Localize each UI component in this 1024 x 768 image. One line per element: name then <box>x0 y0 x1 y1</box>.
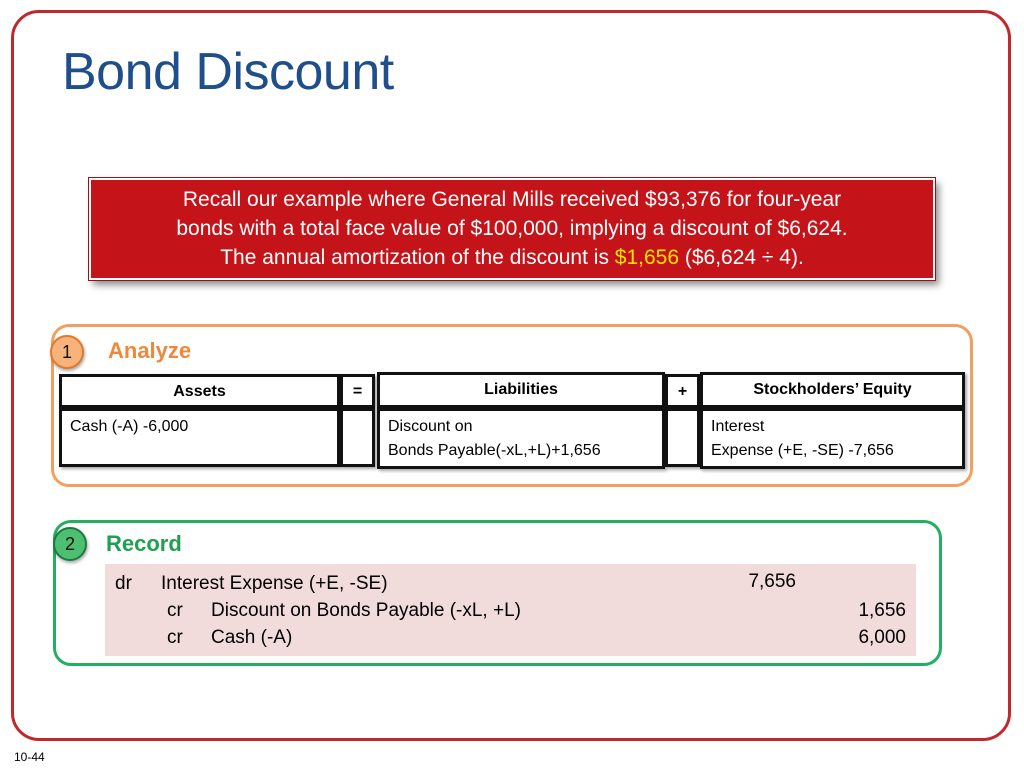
callout-line-3 <box>91 243 933 272</box>
equity-entry-line-1: Interest <box>711 418 765 435</box>
liabilities-header: Liabilities <box>377 372 665 408</box>
equity-entry-line-2: Expense (+E, -SE) -7,656 <box>711 442 894 459</box>
callout-line-3-prefix: The annual amortization of the discount is <box>220 246 615 269</box>
journal-account: Interest Expense (+E, -SE) <box>161 573 388 594</box>
equity-entry <box>700 408 965 469</box>
assets-entry: Cash (-A) -6,000 <box>59 408 340 467</box>
journal-credit: 6,000 <box>858 627 906 648</box>
journal-type: cr <box>167 600 183 621</box>
callout-line-2: bonds with a total face value of $100,000, implying a discount of $6,624. <box>176 217 848 240</box>
journal-account: Discount on Bonds Payable (-xL, +L) <box>211 600 521 621</box>
plus-sign: + <box>665 374 700 408</box>
assets-header: Assets <box>59 374 340 408</box>
journal-account: Cash (-A) <box>211 627 293 648</box>
record-label: Record <box>106 531 182 556</box>
journal-credit: 1,656 <box>858 600 906 621</box>
journal-entry <box>105 564 916 656</box>
liabilities-entry <box>377 408 665 469</box>
callout-line-3-suffix: ($6,624 ÷ 4). <box>679 246 804 269</box>
equals-sign: = <box>340 374 375 408</box>
liabilities-entry-line-1: Discount on <box>388 418 473 435</box>
equals-spacer <box>340 408 375 467</box>
step-2-badge: 2 <box>53 527 87 561</box>
equity-header: Stockholders’ Equity <box>700 372 965 408</box>
step-1-badge: 1 <box>50 335 84 369</box>
journal-type: cr <box>167 627 183 648</box>
liabilities-entry-line-2: Bonds Payable(-xL,+L)+1,656 <box>388 442 601 459</box>
slide-title: Bond Discount <box>62 43 394 101</box>
callout-box <box>89 178 935 280</box>
journal-debit: 7,656 <box>748 571 796 592</box>
plus-spacer <box>665 408 700 467</box>
analyze-label: Analyze <box>108 338 192 363</box>
journal-type: dr <box>115 573 132 594</box>
callout-highlight-amount: $1,656 <box>614 246 680 269</box>
callout-line-1: Recall our example where General Mills received $93,376 for four-year <box>182 188 842 211</box>
page-number: 10-44 <box>14 750 45 764</box>
